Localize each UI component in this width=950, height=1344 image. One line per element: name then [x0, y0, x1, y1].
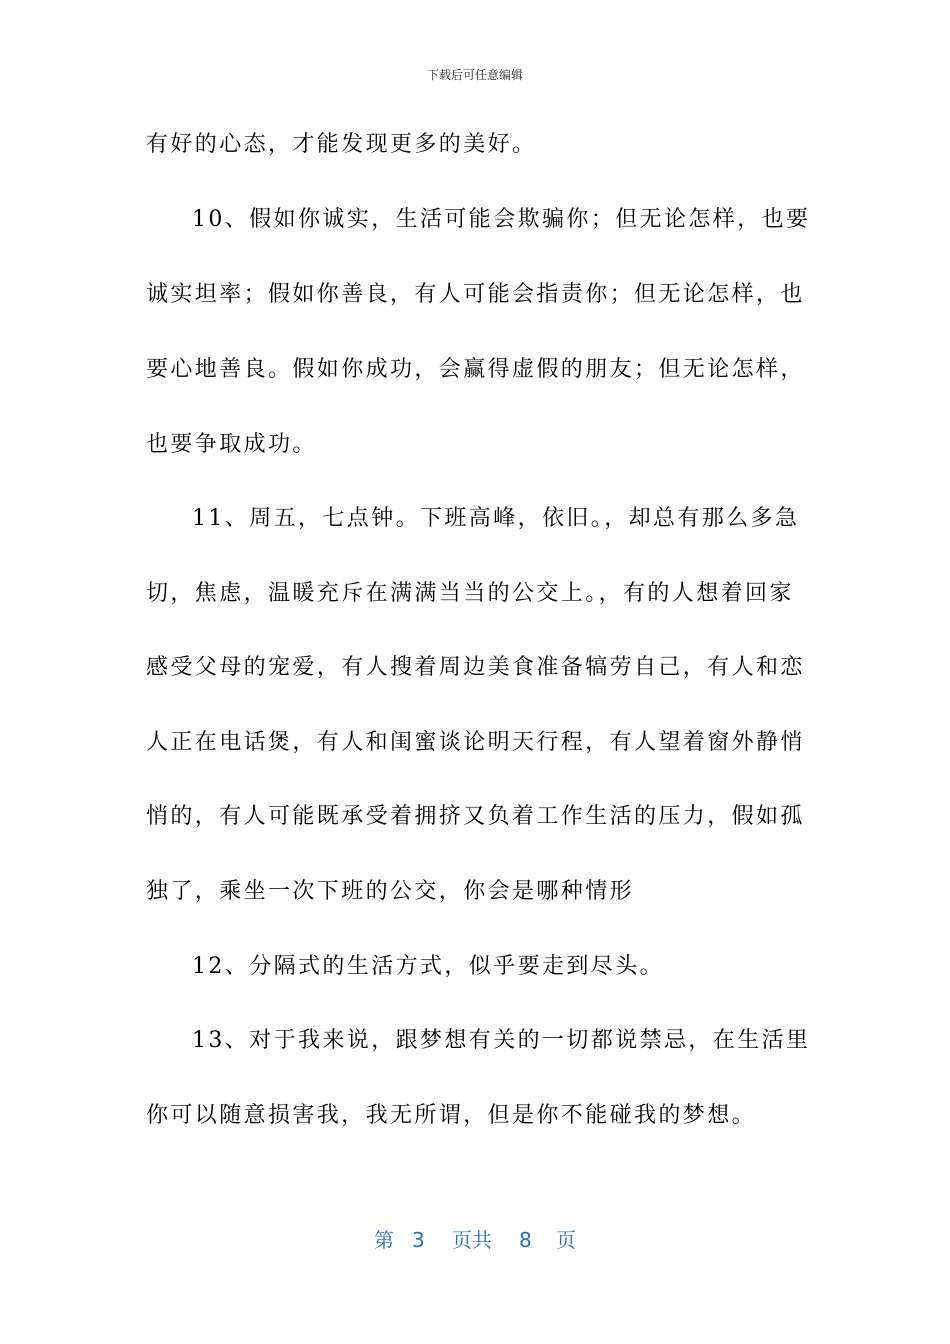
text-line: 有好的心态，才能发现更多的美好。 [146, 132, 537, 157]
page-footer [0, 1226, 950, 1254]
text-line: 诚实坦率；假如你善良，有人可能会指责你；但无论怎样，也 [146, 282, 805, 307]
text-line: 感受父母的宠爱，有人搜着周边美食准备犒劳自己，有人和恋 [146, 655, 805, 680]
page-header-note: 下载后可任意编辑 [426, 68, 523, 82]
text-line: 13、对于我来说，跟梦想有关的一切都说禁忌，在生活里 [192, 1028, 811, 1053]
footer-middle: 页共 [452, 1228, 492, 1252]
text-line: 12、分隔式的生活方式，似乎要走到尽头。 [192, 954, 664, 979]
text-line: 你可以随意损害我，我无所谓，但是你不能碰我的梦想。 [146, 1103, 757, 1128]
text-line: 人正在电话煲，有人和闺蜜谈论明天行程，有人望着窗外静悄 [146, 730, 805, 755]
text-line: 也要争取成功。 [146, 432, 317, 457]
footer-total-pages: 8 [519, 1228, 532, 1252]
text-line: 要心地善良。假如你成功，会赢得虚假的朋友；但无论怎样， [146, 357, 805, 382]
text-line: 悄的，有人可能既承受着拥挤又负着工作生活的压力，假如孤 [146, 804, 805, 829]
footer-suffix: 页 [556, 1228, 576, 1252]
text-line: 切，焦虑，温暖充斥在满满当当的公交上。，有的人想着回家 [146, 581, 794, 606]
text-line: 10、假如你诚实，生活可能会欺骗你；但无论怎样，也要 [192, 207, 811, 232]
text-line: 独了，乘坐一次下班的公交，你会是哪种情形 [146, 879, 635, 904]
footer-prefix: 第 [374, 1228, 394, 1252]
text-line: 11、周五，七点钟。下班高峰，依旧。，却总有那么多急 [192, 506, 800, 531]
footer-current-page: 3 [412, 1228, 425, 1252]
